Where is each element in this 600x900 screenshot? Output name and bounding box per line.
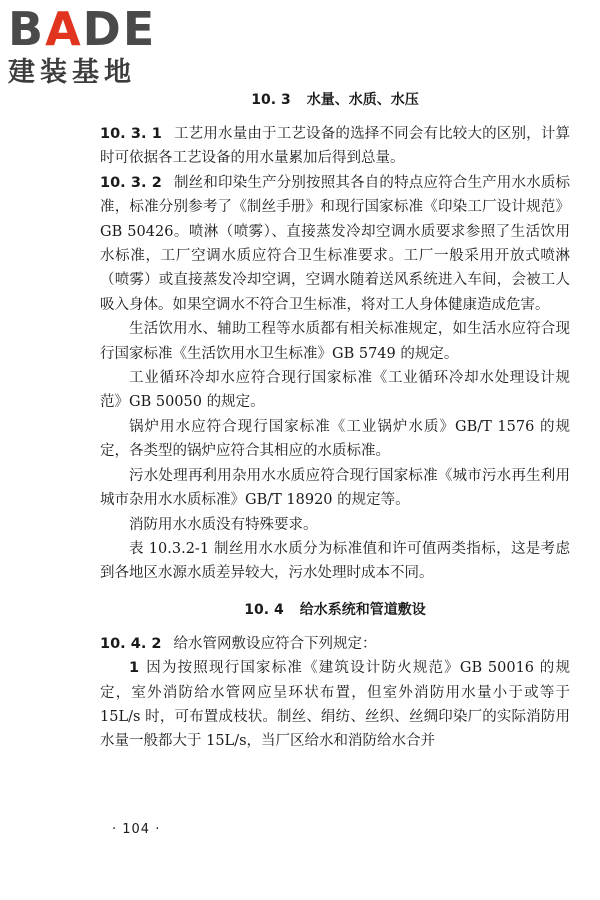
paragraph: 锅炉用水应符合现行国家标准《工业锅炉水质》GB/T 1576 的规定，各类型的锅炉应符合其相应的水质标准。 xyxy=(100,418,570,460)
section-number: 10. 3 xyxy=(251,92,291,108)
page-body xyxy=(100,88,585,754)
item-text: 因为按照现行国家标准《建筑设计防火规范》GB 50016 的规定，室外消防给水管网应呈环状布置，但室外消防用水量小于或等于 15L/s 时，可布置成枝状。制丝、绢纺、丝织、丝绸印染厂的实际消防用水量一般都大于 15L/s，当厂区给水和消防给水合并 xyxy=(100,660,570,750)
clause-text: 制丝和印染生产分别按照其各自的特点应符合生产用水水质标准，标准分别参考了《制丝手册》和现行国家标准《印染工厂设计规范》GB 50426。喷淋（喷雾）、直接蒸发冷却空调水质要求参照了生活饮用水标准，工厂空调水质应符合卫生标准要求。工厂一般采用开放式喷淋（喷雾）或直接蒸发冷却空调，空调水随着送风系统进入车间，会被工人吸入身体。如果空调水不符合卫生标准，将对工人身体健康造成危害。 xyxy=(100,174,570,313)
paragraph: 污水处理再利用杂用水水质应符合现行国家标准《城市污水再生利用 城市杂用水水质标准》GB/T 18920 的规定等。 xyxy=(100,467,585,509)
item-number: 1 xyxy=(129,660,140,677)
paragraph: 表 10.3.2-1 制丝用水水质分为标准值和许可值两类指标，这是考虑到各地区水源水质差异较大，污水处理时成本不同。 xyxy=(100,540,570,582)
section-heading-10-4 xyxy=(100,598,570,622)
clause-10-4-2 xyxy=(100,632,570,656)
clause-10-3-1 xyxy=(100,122,570,171)
paragraph: 工业循环冷却水应符合现行国家标准《工业循环冷却水处理设计规范》GB 50050 的规定。 xyxy=(100,370,570,411)
clause-text: 工艺用水量由于工艺设备的选择不同会有比较大的区别，计算时可依据各工艺设备的用水量累加后得到总量。 xyxy=(100,126,570,167)
clause-number: 10. 3. 1 xyxy=(100,126,162,142)
paragraph: 消防用水水质没有特殊要求。 xyxy=(129,516,318,533)
list-item-1 xyxy=(100,656,570,754)
clause-number: 10. 3. 2 xyxy=(100,174,162,191)
logo-wordmark: BADE xyxy=(8,2,157,56)
clause-number: 10. 4. 2 xyxy=(100,635,162,652)
section-number: 10. 4 xyxy=(244,601,284,618)
paragraph: 生活饮用水、辅助工程等水质都有相关标准规定，如生活水应符合现行国家标准《生活饮用水卫生标准》GB 5749 的规定。 xyxy=(100,321,570,362)
logo-accent-letter: A xyxy=(45,2,83,56)
section-title: 水量、水质、水压 xyxy=(306,92,419,108)
section-heading-10-3 xyxy=(100,88,570,112)
clause-10-3-2 xyxy=(100,171,570,317)
logo xyxy=(8,4,178,90)
page-number: · 104 · xyxy=(112,822,161,837)
clause-text: 给水管网敷设应符合下列规定： xyxy=(173,635,377,652)
section-title: 给水系统和管道敷设 xyxy=(299,601,426,618)
logo-subtitle: 建装基地 xyxy=(8,57,136,88)
